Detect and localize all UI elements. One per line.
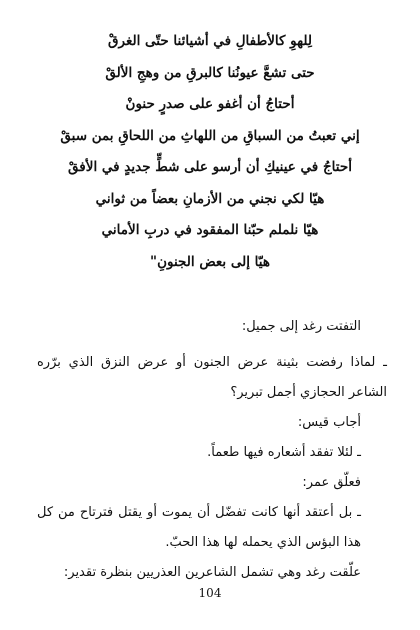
paragraph-raghad-question: ـ لماذا رفضت بثينة عرض الجنون أو عرض النزق الذي برّره الشاعر الحجازي أجمل تبرير؟ (37, 355, 387, 400)
poem-verse-3: أحتاجُ أن أغفو على صدرٍ حنونْ (125, 96, 295, 112)
paragraph-omar-reply: ـ بل أعتقد أنها كانت تفضّل أن يموت أو يقتل فترتاح من كل هذا البؤس الذي يحمله لها هذا الحبّ. (37, 505, 361, 550)
prose-block (37, 312, 387, 588)
page-number: 104 (198, 586, 222, 600)
poem-verse-1: لِلهوِ كالأطفالِ في أشيائنا حتّى الغرقْ (108, 33, 312, 49)
poem-verse-6: هيّا لكي نجني من الأزمانِ بعضاً من ثواني (95, 190, 325, 207)
poem-verse-4: إني تعبتُ من السباقِ من اللهاثِ من اللحاقِ بمن سبقْ (60, 127, 360, 144)
poem-verse-2: حتى تشعَّ عيونُنا كالبرقِ من وهجِ الألقْ (105, 64, 315, 81)
paragraph-qays-answers: أجاب قيس: (297, 415, 361, 430)
poem-verse-8: هيّا إلى بعض الجنونِ" (150, 253, 270, 270)
poem-block (40, 26, 380, 278)
paragraph-raghad-turns: التفتت رغد إلى جميل: (241, 319, 361, 334)
paragraph-raghad-comments: علّقت رغد وهي تشمل الشاعرين العذريين بنظرة تقدير: (63, 565, 361, 580)
paragraph-omar-comments: فعلّق عمر: (302, 475, 361, 490)
poem-verse-5: أحتاجُ في عينيكِ أن أرسو على شطٍّ جديدٍ في الأفقْ (68, 159, 352, 175)
paragraph-qays-reply: ـ لئلا تفقد أشعاره فيها طعماً. (207, 445, 361, 460)
poem-verse-7: هيّا نلملم حبّنا المفقود في دربِ الأماني (101, 222, 319, 238)
